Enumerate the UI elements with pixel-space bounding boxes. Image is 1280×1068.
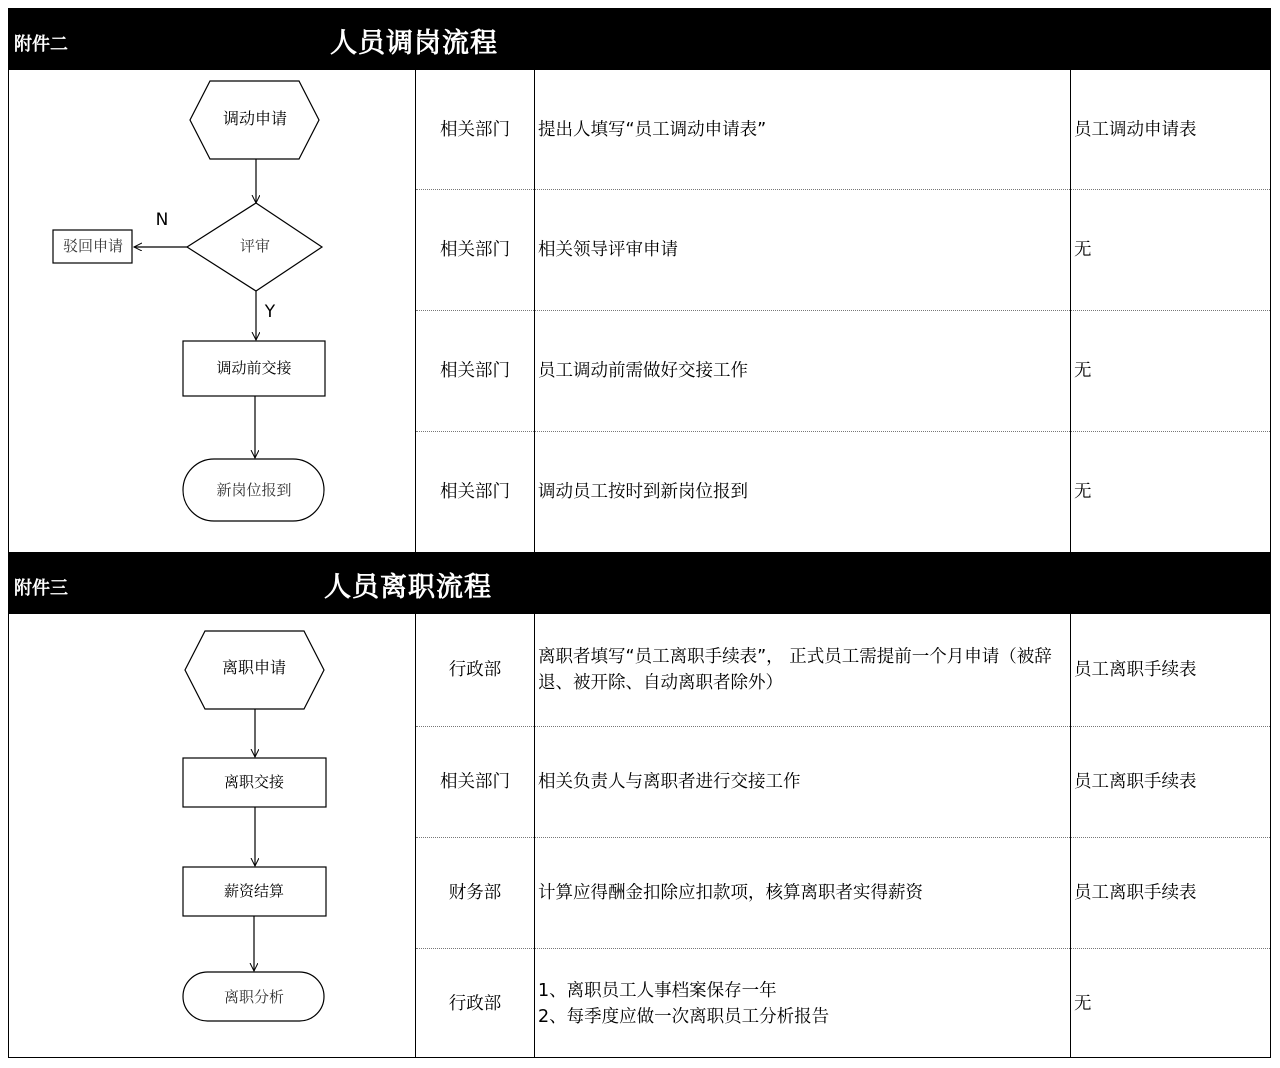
dept-cell: 相关部门 <box>440 482 510 502</box>
review-label: 评审 <box>239 237 271 255</box>
desc-cell: 员工调动前需做好交接工作 <box>538 361 748 381</box>
section3-tag: 附件三 <box>14 578 68 599</box>
desc-cell: 相关负责人与离职者进行交接工作 <box>538 772 801 792</box>
dept-cell: 行政部 <box>448 993 502 1014</box>
section3-title: 人员离职流程 <box>324 572 492 603</box>
form-cell: 无 <box>1074 482 1092 502</box>
start-label: 离职申请 <box>221 658 287 677</box>
form-cell: 员工离职手续表 <box>1074 883 1197 903</box>
desc-cell: 相关领导评审申请 <box>538 240 678 260</box>
no-label: N <box>155 210 169 230</box>
desc-cell: 离职者填写“员工离职手续表”， 正式员工需提前一个月申请（被辞退、被开除、自动离职者除外） <box>538 647 1052 693</box>
section2-title: 人员调岗流程 <box>330 28 498 59</box>
salary-label: 薪资结算 <box>223 882 285 900</box>
form-cell: 无 <box>1074 993 1092 1014</box>
dept-cell: 相关部门 <box>440 240 510 260</box>
dept-cell: 财务部 <box>448 883 502 903</box>
handover-label: 调动前交接 <box>216 359 292 377</box>
section2-flow-labels <box>63 109 292 499</box>
desc-line: 1、离职员工人事档案保存一年 <box>538 981 777 1001</box>
desc-cell: 调动员工按时到新岗位报到 <box>538 482 748 502</box>
desc-line: 2、每季度应做一次离职员工分析报告 <box>538 1007 830 1027</box>
handover-label: 离职交接 <box>223 773 285 791</box>
dept-cell: 相关部门 <box>440 119 510 140</box>
dept-cell: 行政部 <box>448 660 502 680</box>
form-cell: 员工离职手续表 <box>1074 772 1197 792</box>
form-cell: 无 <box>1074 240 1092 260</box>
end-label: 新岗位报到 <box>216 481 292 499</box>
dept-cell: 相关部门 <box>440 772 510 792</box>
desc-cell: 提出人填写“员工调动申请表” <box>538 119 767 140</box>
form-cell: 员工调动申请表 <box>1074 119 1197 140</box>
section2-flowchart <box>53 81 325 521</box>
section2-tag: 附件二 <box>14 34 68 55</box>
yes-label: Y <box>264 302 276 322</box>
form-cell: 无 <box>1074 361 1092 381</box>
reject-label: 驳回申请 <box>62 237 124 255</box>
desc-cell: 计算应得酬金扣除应扣款项，核算离职者实得薪资 <box>538 883 923 903</box>
dept-cell: 相关部门 <box>440 361 510 381</box>
start-label: 调动申请 <box>222 109 288 128</box>
section3-flowchart <box>183 631 326 1021</box>
form-cell: 员工离职手续表 <box>1074 660 1197 680</box>
end-label: 离职分析 <box>223 988 285 1006</box>
